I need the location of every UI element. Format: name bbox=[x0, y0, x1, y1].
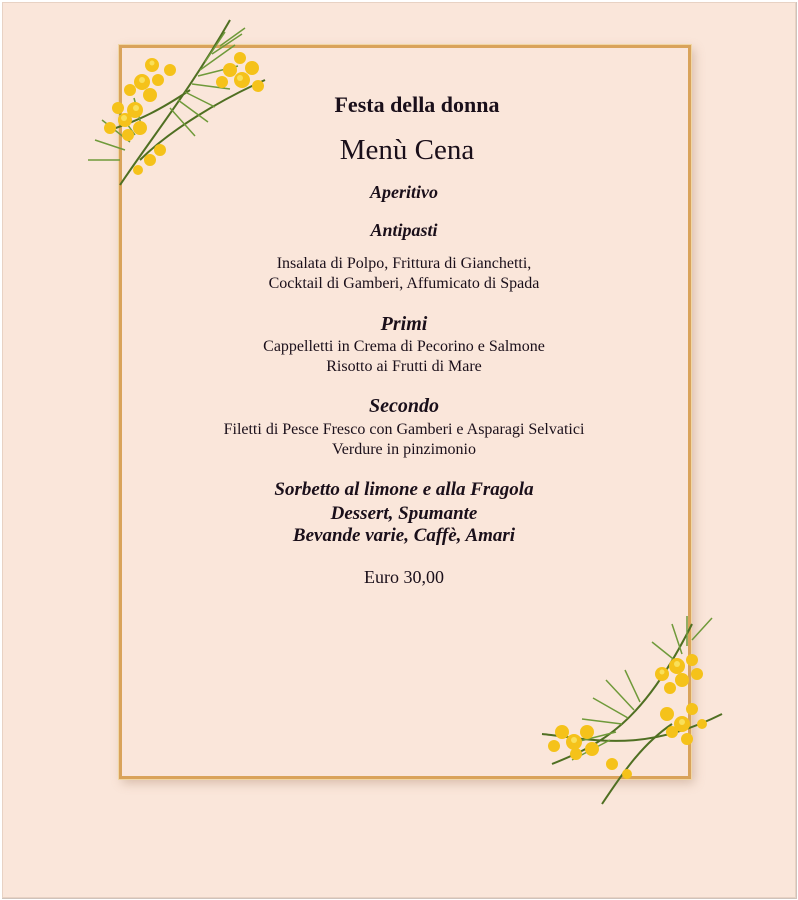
section-primi-heading: Primi bbox=[380, 313, 428, 335]
mimosa-sprig-icon bbox=[532, 614, 732, 814]
section-antipasti-heading: Antipasti bbox=[370, 220, 438, 240]
extras-line-3: Bevande varie, Caffè, Amari bbox=[292, 525, 516, 546]
menu-title: Festa della donna bbox=[334, 92, 500, 117]
secondo-line-1: Filetti di Pesce Fresco con Gamberi e Asparagi Selvatici bbox=[223, 421, 585, 438]
menu-page bbox=[2, 2, 797, 899]
mimosa-sprig-icon bbox=[80, 10, 275, 200]
antipasti-line-1: Insalata di Polpo, Frittura di Gianchetti, bbox=[276, 255, 532, 272]
section-aperitivo: Aperitivo bbox=[370, 182, 438, 202]
primi-line-2: Risotto ai Frutti di Mare bbox=[326, 358, 482, 375]
extras-line-2: Dessert, Spumante bbox=[330, 503, 478, 524]
section-secondo-heading: Secondo bbox=[369, 395, 439, 417]
extras-line-1: Sorbetto al limone e alla Fragola bbox=[274, 479, 534, 500]
antipasti-line-2: Cocktail di Gamberi, Affumicato di Spada bbox=[268, 275, 540, 292]
primi-line-1: Cappelletti in Crema di Pecorino e Salmone bbox=[263, 338, 545, 355]
menu-price: Euro 30,00 bbox=[364, 567, 444, 587]
secondo-line-2: Verdure in pinzimonio bbox=[332, 441, 476, 458]
menu-subtitle: Menù Cena bbox=[339, 134, 475, 166]
